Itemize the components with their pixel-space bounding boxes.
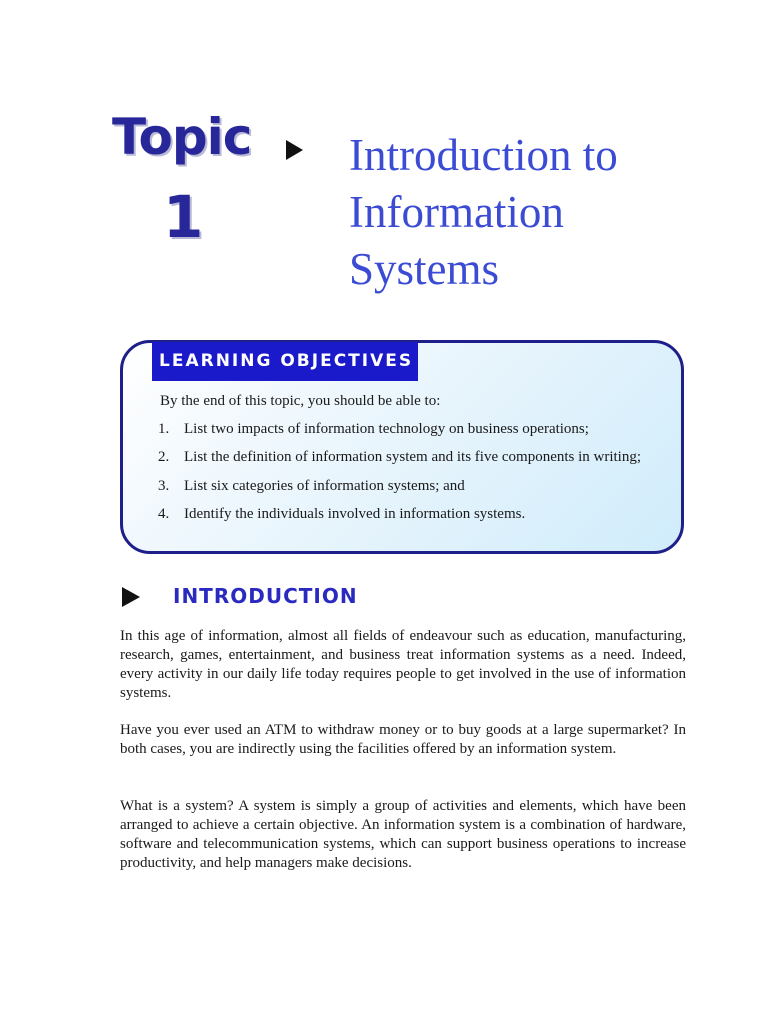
chapter-title [349,127,749,298]
objective-item [158,477,668,495]
objective-item [158,448,668,466]
section-arrow-icon [122,587,140,607]
objective-text: List six categories of information systems; and [184,478,465,494]
body-paragraph: In this age of information, almost all fields of endeavour such as education, manufacturing, research, games, entertainment, and business treat information systems as a need. Indeed, every activity in our daily life today requires people to get involved in the use of information systems. [120,628,686,701]
objective-item [158,420,668,438]
title-arrow-icon [286,140,303,160]
chapter-title-line: Information [349,187,564,237]
objective-item [158,505,668,523]
body-paragraph: What is a system? A system is simply a group of activities and elements, which have been arranged to achieve a certain objective. An information system is a combination of hardware, software and telecommunication systems, which can support business operations to increase productivity, and help managers make decisions. [120,798,686,871]
objectives-list [158,420,668,533]
objective-text: List two impacts of information technology on business operations; [184,421,589,437]
objective-number: 2. [158,449,170,465]
learning-objectives-label: LEARNING OBJECTIVES [152,342,418,381]
objective-text: List the definition of information system and its five components in writing; [184,449,642,465]
topic-label: Topic [112,108,252,166]
topic-number: 1 [163,183,204,251]
chapter-title-line: Introduction to [349,130,618,180]
body-paragraph: Have you ever used an ATM to withdraw money or to buy goods at a large supermarket? In both cases, you are indirectly using the facilities offered by an information system. [120,722,686,757]
introduction-heading: INTRODUCTION [173,584,358,608]
objective-number: 3. [158,478,170,494]
objectives-intro: By the end of this topic, you should be able to: [160,393,441,409]
objective-text: Identify the individuals involved in information systems. [184,506,526,522]
objective-number: 1. [158,421,170,437]
objective-number: 4. [158,506,170,522]
chapter-title-line: Systems [349,244,500,294]
